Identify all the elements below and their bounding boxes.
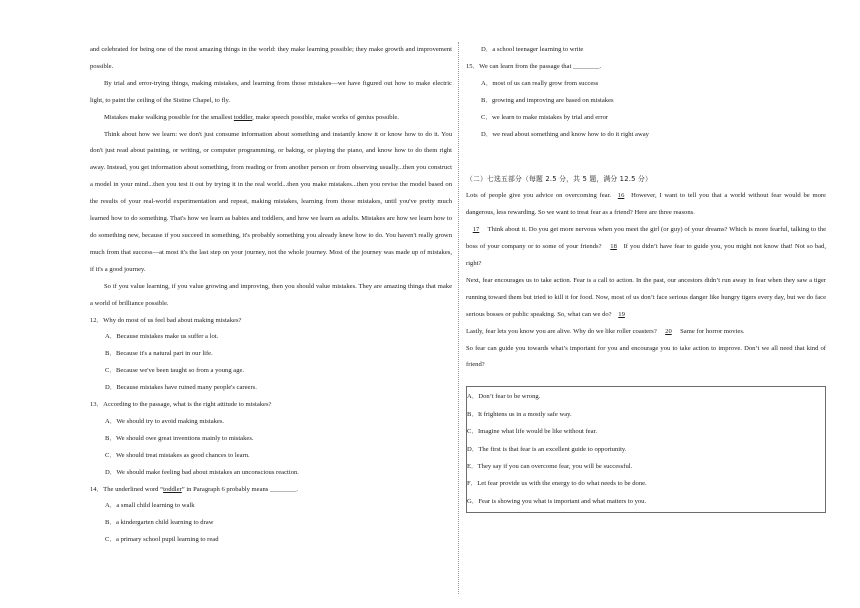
passage-paragraph-toddler xyxy=(90,110,452,127)
question-14-option-c: C．a primary school pupil learning to read xyxy=(105,536,219,544)
question-15-option-c: C．we learn to make mistakes by trial and error xyxy=(481,113,609,121)
right-column xyxy=(466,42,826,513)
question-15-option-d: D．we read about something and know how to do it right away xyxy=(481,130,649,138)
question-12-option-b: B．Because it's a natural part in our life. xyxy=(105,350,213,358)
column-divider xyxy=(458,42,459,594)
question-12-option-d: D．Because mistakes have ruined many people's careers. xyxy=(105,384,257,392)
text-segment: ” in Paragraph 6 probably means ________. xyxy=(181,485,299,493)
text-segment: Next, fear encourages us to take action. Fear is a call to action. In the past, our ancestors didn’t run away in fear when they saw a tiger running toward them but tried to kill it for food. Now, most of us don’t face serious danger like hungry tigers every day, but we do face serious bosses or public speaking. So, what can we do? xyxy=(466,276,826,318)
text-segment: Lastly, fear lets you know you are alive. Why do we like roller coasters? xyxy=(466,327,657,335)
question-14-option-a: A．a small child learning to walk xyxy=(105,502,195,510)
cloze-paragraph-1 xyxy=(466,188,826,222)
question-13-option-b: B．We should owe great inventions mainly to mistakes. xyxy=(105,434,254,442)
question-15-option-b: B．growing and improving are based on mistakes xyxy=(481,96,614,104)
underlined-word-toddler: toddler xyxy=(163,485,182,493)
question-14-stem xyxy=(90,482,452,499)
option-f: F．Let fear provide us with the energy to do what needs to be done. xyxy=(467,480,647,488)
question-15-option-a: A．most of us can really grow from success xyxy=(481,79,599,87)
underlined-word-toddler: toddler xyxy=(233,113,253,121)
question-14-option-d: D．a school teenager learning to write xyxy=(481,46,584,53)
question-13-option-a: A．We should try to avoid making mistakes. xyxy=(105,417,225,425)
cloze-paragraph-4 xyxy=(466,324,826,341)
passage-paragraph: So if you value learning, if you value growing and improving, then you should value mistakes. They are amazing things that make a world of brilliance possible. xyxy=(90,282,452,307)
options-box xyxy=(466,386,826,513)
option-b: B．It frightens us in a mostly safe way. xyxy=(467,410,572,418)
text-segment: However, I want to tell you that a world without fear would be more dangerous, less rewarding. So we want to treat fear as a friend? Here are three reasons. xyxy=(466,192,826,217)
text-segment: Mistakes make walking possible for the smallest xyxy=(104,113,234,121)
cloze-paragraph-5: So fear can guide you towards what’s important for you and encourage you to take action to improve. Don’t we all need that kind of friend? xyxy=(466,344,826,369)
text-segment: , make speech possible, make works of genius possible. xyxy=(252,113,399,121)
question-12-option-c: C．Because we've been taught so from a young age. xyxy=(105,367,245,375)
option-c: C．Imagine what life would be like without fear. xyxy=(467,428,598,436)
spacer xyxy=(466,143,826,171)
text-segment: Lots of people give you advice on overcoming fear. xyxy=(466,192,612,200)
section-title: （二）七选五部分（每题 2.5 分，共 5 题，满分 12.5 分） xyxy=(466,175,652,184)
text-segment: If you didn’t have fear to guide you, you might not know that! Not so bad, right? xyxy=(466,243,826,267)
cloze-paragraph-2 xyxy=(466,222,826,273)
question-15-stem: 15．We can learn from the passage that ________. xyxy=(466,62,601,70)
passage-paragraph: Think about how we learn: we don't just consume information about something and instantly know it or know how to do it. You don't just read about painting, or writing, or computer programming, or baking, or playing the piano, and know how to do them right away. Instead, you get information about something, from reading or from another person or from observing usually...then you construct a model in your mind...then you test it out by trying it in the real world...then you make mistakes...then you revise the model based on the results of your real-world experimentation and repeat, making mistakes, learning from those mistakes, until you've pretty much learned how to do something. That's how we learn as babies and toddlers, and how we learn as adults. Mistakes are how we learn how to do something new, because if you succeed in something, it's probably something you already knew how to do. You haven't really grown much from that success—at most it's the last step on your journey, not the whole journey. Most of the journey was made up of mistakes, if it's a good journey. xyxy=(90,130,452,273)
option-a: A．Don’t fear to be wrong. xyxy=(467,393,541,401)
cloze-paragraph-3 xyxy=(466,273,826,324)
text-segment: 14．The underlined word “ xyxy=(90,485,164,493)
blank-16[interactable]: 16 xyxy=(617,192,625,200)
blank-20[interactable]: 20 xyxy=(665,327,672,335)
blank-17[interactable]: 17 xyxy=(472,226,480,234)
option-e: E．They say if you can overcome fear, you will be successful. xyxy=(467,462,633,470)
left-column xyxy=(90,42,452,549)
text-segment: Think about it. Do you get more nervous when you meet the girl (or guy) of your dreams? Which is more fearful, talking to the boss of your company or to some of your friends? xyxy=(466,226,826,251)
option-d: D．The first is that fear is an excellent guide to opportunity. xyxy=(467,445,627,453)
passage-paragraph: and celebrated for being one of the most amazing things in the world: they make learning possible; they make growth and improvement possible. xyxy=(90,46,452,70)
passage-paragraph: By trial and error-trying things, making mistakes, and learning from those mistakes—we have figured out how to make electric light, to paint the ceiling of the Sistine Chapel, to fly. xyxy=(90,79,452,104)
blank-18[interactable]: 18 xyxy=(610,243,617,251)
blank-19[interactable]: 19 xyxy=(618,310,625,318)
question-14-option-b: B．a kindergarten child learning to draw xyxy=(105,519,214,527)
question-13-stem: 13．According to the passage, what is the right attitude to mistakes? xyxy=(90,401,272,409)
question-13-option-c: C．We should treat mistakes as good chances to learn. xyxy=(105,451,250,459)
text-segment: Same for horror movies. xyxy=(680,327,745,335)
option-g: G．Fear is showing you what is important and what matters to you. xyxy=(467,497,647,505)
question-12-option-a: A．Because mistakes make us suffer a lot. xyxy=(105,333,219,341)
question-13-option-d: D．We should make feeling bad about mistakes an unconscious reaction. xyxy=(105,468,299,476)
question-12-stem: 12．Why do most of us feel bad about making mistakes? xyxy=(90,316,242,324)
